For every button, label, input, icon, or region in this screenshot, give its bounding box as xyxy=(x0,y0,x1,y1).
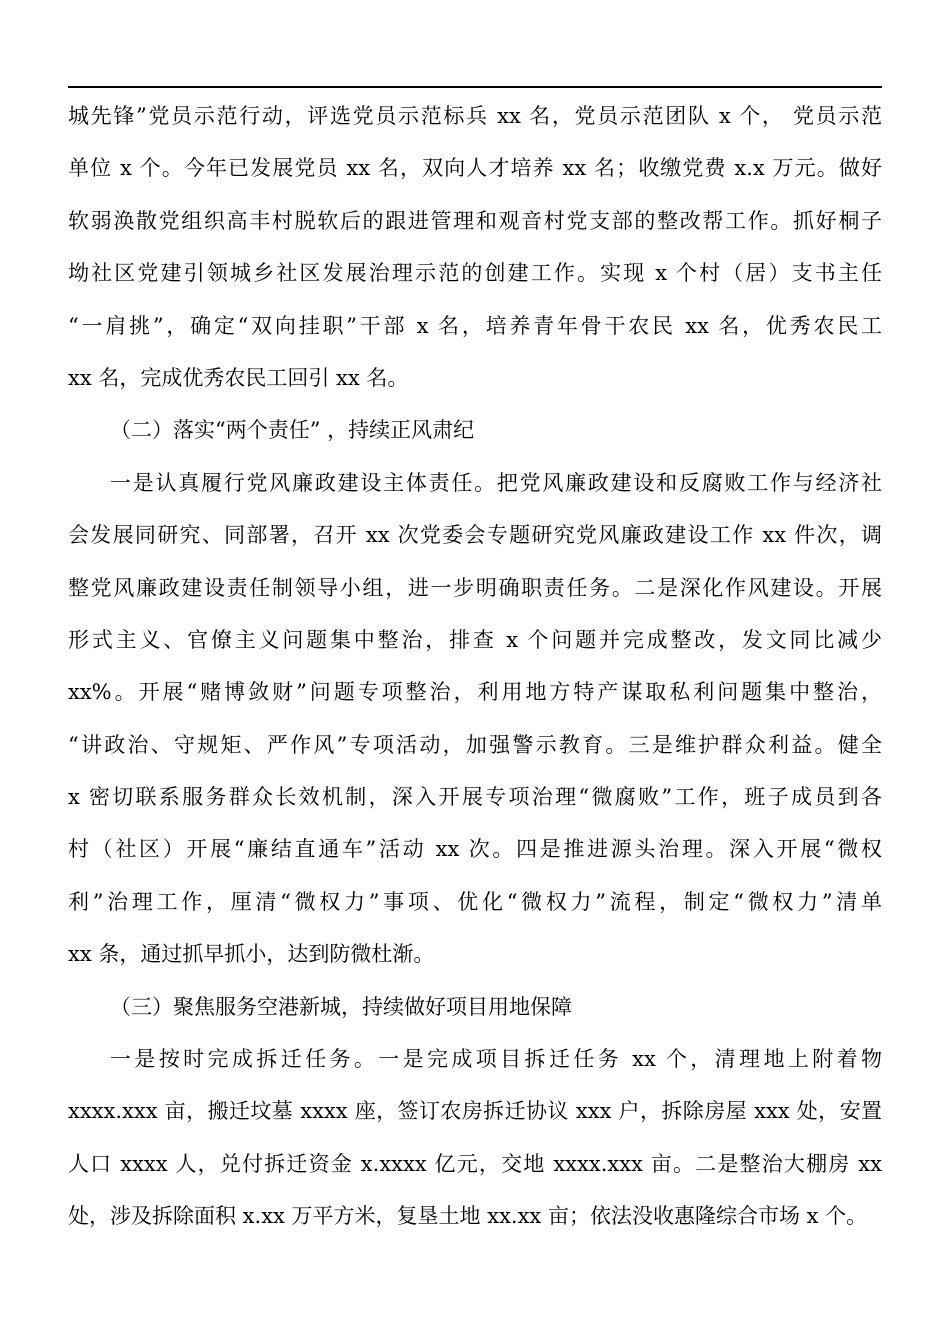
section-heading xyxy=(68,404,882,456)
text-line: 会发展同研究、同部署，召开 xx 次党委会专题研究党风廉政建设工作 xx 件次，调 xyxy=(68,523,882,548)
section-heading xyxy=(68,981,882,1033)
text-line: 村（社区）开展“廉结直通车”活动 xx 次。四是推进源头治理。深入开展“微权 xyxy=(68,837,882,862)
text-line: “讲政治、守规矩、严作风”专项活动，加强警示教育。三是维护群众利益。健全 xyxy=(68,732,882,757)
text-line: 形式主义、官僚主义问题集中整治，排查 x 个问题并完成整改，发文同比减少 xyxy=(68,627,882,652)
text-line: 城先锋”党员示范行动，评选党员示范标兵 xx 名，党员示范团队 x 个， 党员示范 xyxy=(68,104,882,128)
paragraph xyxy=(68,457,882,981)
text-line: “一肩挑”，确定“双向挂职”干部 x 名，培养青年骨干农民 xx 名，优秀农民工 xyxy=(68,313,882,338)
heading-text: （二）落实“两个责任” ，持续正风肃纪 xyxy=(110,418,475,443)
text-line: 单位 x 个。今年已发展党员 xx 名，双向人才培养 xx 名；收缴党费 x.x 万元。做好 xyxy=(68,156,882,181)
text-line: 软弱涣散党组织高丰村脱软后的跟进管理和观音村党支部的整改帮工作。抓好桐子 xyxy=(68,208,882,233)
text-line: x 密切联系服务群众长效机制，深入开展专项治理“微腐败”工作，班子成员到各 xyxy=(68,785,882,810)
text-line: xxxx.xxx 亩，搬迁坟墓 xxxx 座，签订农房拆迁协议 xxx 户，拆除房屋 xxx 处，安置 xyxy=(68,1099,882,1124)
header-rule xyxy=(68,86,882,88)
text-line: 一是按时完成拆迁任务。一是完成项目拆迁任务 xx 个，清理地上附着物 xyxy=(110,1047,882,1072)
text-line: 整党风廉政建设责任制领导小组，进一步明确职责任务。二是深化作风建设。开展 xyxy=(68,575,882,600)
text-line: xx%。开展“赌博敛财”问题专项整治，利用地方特产谋取私利问题集中整治， xyxy=(68,680,882,705)
heading-text: （三）聚焦服务空港新城，持续做好项目用地保障 xyxy=(110,994,572,1019)
text-line: xx 名，完成优秀农民工回引 xx 名。 xyxy=(68,365,409,390)
text-line: 处，涉及拆除面积 x.xx 万平方米，复垦土地 xx.xx 亩；依法没收惠隆综合市场 x 个。 xyxy=(68,1204,868,1229)
text-line: xx 条，通过抓早抓小，达到防微杜渐。 xyxy=(68,942,435,967)
text-line: 一是认真履行党风廉政建设主体责任。把党风廉政建设和反腐败工作与经济社 xyxy=(110,470,882,495)
text-line: 人口 xxxx 人，兑付拆迁资金 x.xxxx 亿元，交地 xxxx.xxx 亩。二是整治大棚房 xx xyxy=(68,1151,882,1176)
text-line: 坳社区党建引领城乡社区发展治理示范的创建工作。实现 x 个村（居）支书主任 xyxy=(68,261,882,286)
paragraph xyxy=(68,90,882,404)
document-body xyxy=(68,90,882,1243)
text-line: 利”治理工作，厘清“微权力”事项、优化“微权力”流程，制定“微权力”清单 xyxy=(68,889,882,914)
paragraph xyxy=(68,1033,882,1243)
